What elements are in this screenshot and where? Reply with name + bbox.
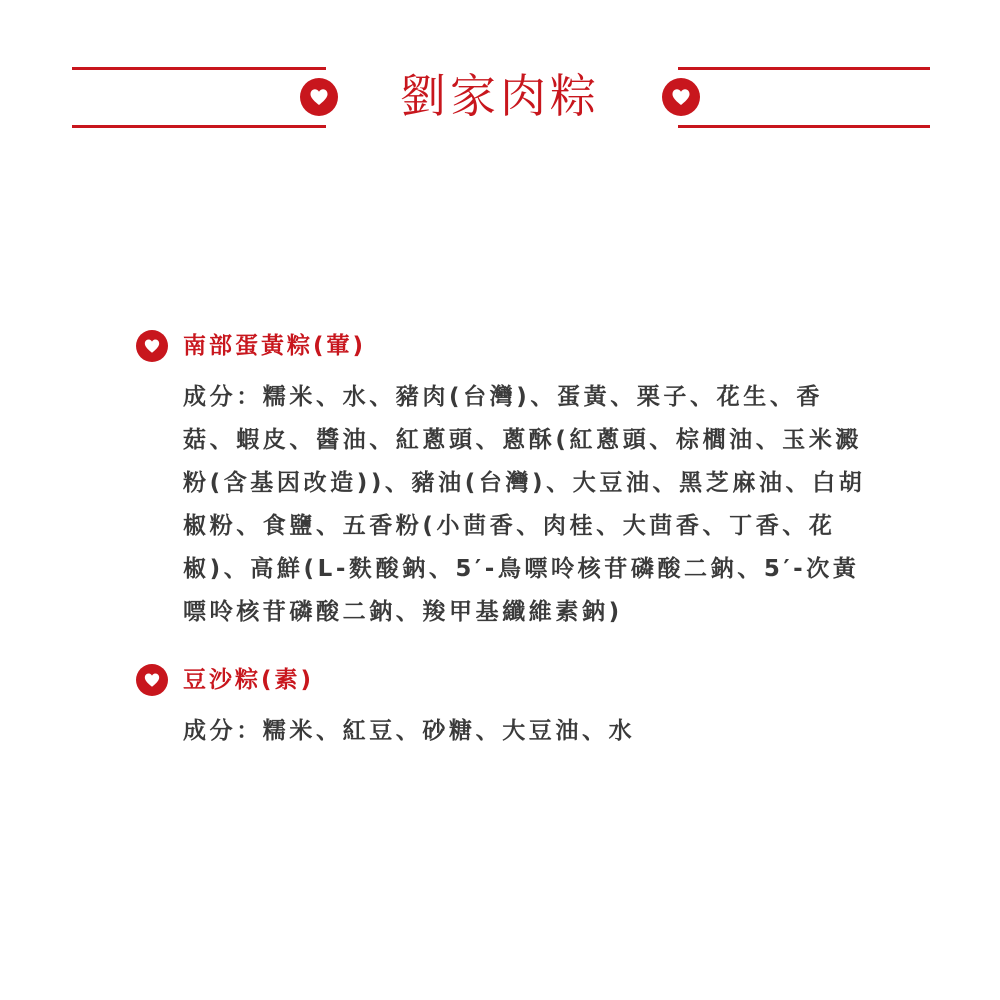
product-name: 豆沙粽(素) (183, 667, 315, 693)
product-heading (136, 664, 876, 698)
ingredients-text: 成分：糯米、紅豆、砂糖、大豆油、水 (183, 718, 636, 744)
header-rule-left-top (72, 67, 326, 70)
header-rule-left-bottom (72, 125, 326, 128)
product-name: 南部蛋黃粽(葷) (183, 333, 367, 359)
heart-icon (300, 78, 338, 116)
ingredients-text: 成分：糯米、水、豬肉(台灣)、蛋黃、栗子、花生、香菇、蝦皮、醬油、紅蔥頭、蔥酥(紅蔥頭、棕櫚油、玉米澱粉(含基因改造))、豬油(台灣)、大豆油、黑芝麻油、白胡椒粉、食鹽、五香粉(小茴香、肉桂、大茴香、丁香、花椒)、高鮮(L-麩酸鈉、5′-鳥嘌呤核苷磷酸二鈉、5′-次黃嘌呤核苷磷酸二鈉、羧甲基纖維素鈉) (183, 384, 866, 625)
product-section (136, 330, 876, 634)
header-rule-right-top (678, 67, 930, 70)
product-section (136, 664, 876, 753)
product-heading (136, 330, 876, 364)
heart-icon (662, 78, 700, 116)
header-rule-right-bottom (678, 125, 930, 128)
heart-icon (136, 330, 168, 362)
heart-icon (136, 664, 168, 696)
page-title: 劉家肉粽 (400, 69, 600, 123)
